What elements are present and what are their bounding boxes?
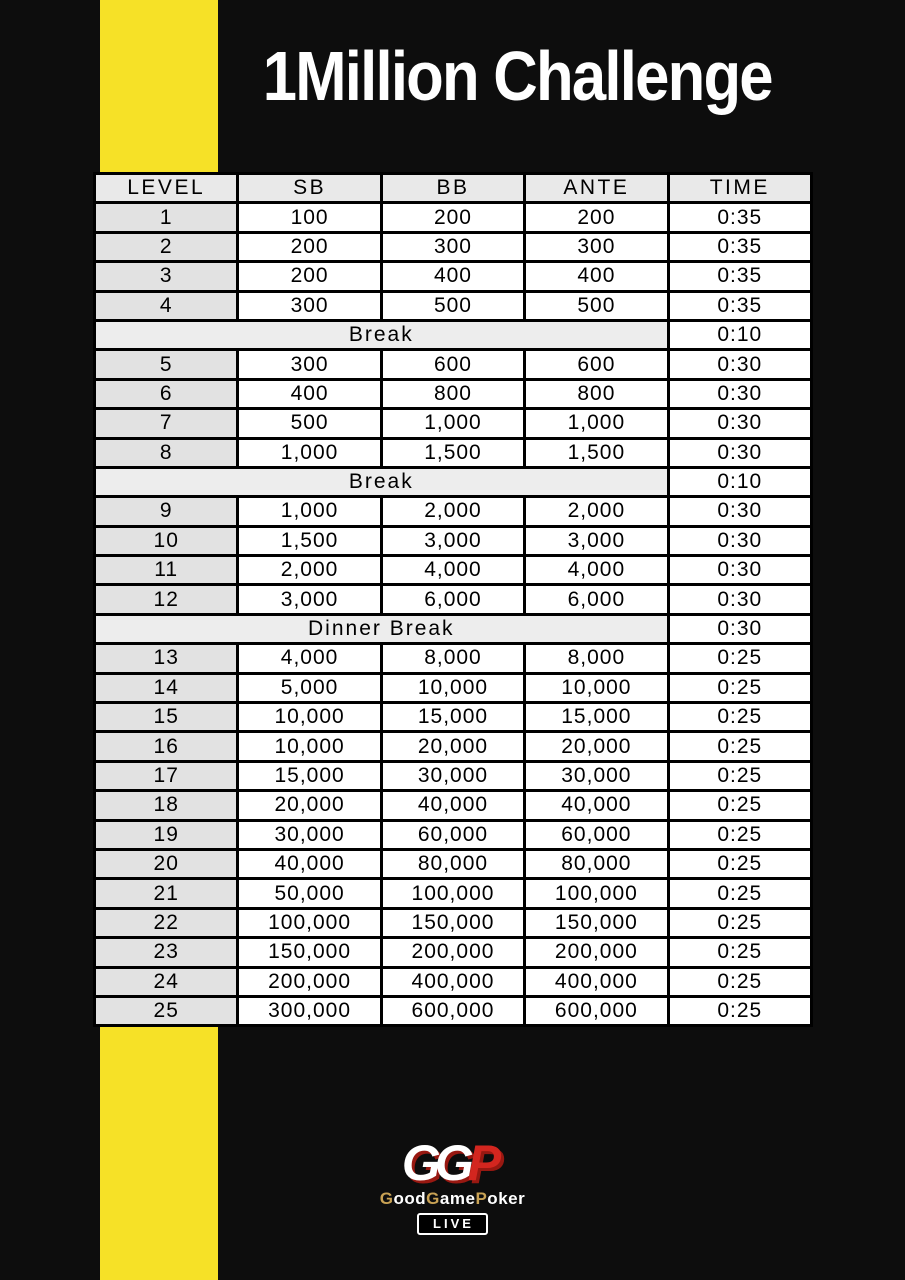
cell-break-label: Break — [95, 467, 669, 496]
cell-ante: 80,000 — [525, 849, 668, 878]
cell-ante: 30,000 — [525, 761, 668, 790]
cell-bb: 300 — [381, 232, 524, 261]
header-time: TIME — [668, 174, 811, 203]
cell-bb: 600,000 — [381, 996, 524, 1025]
cell-bb: 1,500 — [381, 438, 524, 467]
cell-sb: 40,000 — [238, 849, 381, 878]
cell-time: 0:35 — [668, 203, 811, 232]
cell-ante: 200,000 — [525, 938, 668, 967]
cell-time: 0:25 — [668, 996, 811, 1025]
cell-ante: 400 — [525, 262, 668, 291]
cell-bb: 400 — [381, 262, 524, 291]
cell-time: 0:30 — [668, 379, 811, 408]
cell-time: 0:35 — [668, 262, 811, 291]
cell-ante: 500 — [525, 291, 668, 320]
cell-level: 22 — [95, 908, 238, 937]
table-row-level — [95, 556, 812, 585]
table-row-level — [95, 379, 812, 408]
logo-subtitle-char: e — [508, 1189, 519, 1208]
logo-live-badge: LIVE — [417, 1213, 488, 1235]
cell-ante: 600,000 — [525, 996, 668, 1025]
table-row-break — [95, 320, 812, 349]
logo-subtitle-char: a — [439, 1189, 450, 1208]
header-level: LEVEL — [95, 174, 238, 203]
table-row-level — [95, 585, 812, 614]
cell-sb: 10,000 — [238, 732, 381, 761]
cell-level: 23 — [95, 938, 238, 967]
table-row-level — [95, 996, 812, 1025]
header-ante: ANTE — [525, 174, 668, 203]
table-row-level — [95, 409, 812, 438]
cell-sb: 500 — [238, 409, 381, 438]
logo-subtitle-char: r — [518, 1189, 526, 1208]
cell-sb: 30,000 — [238, 820, 381, 849]
cell-time: 0:30 — [668, 585, 811, 614]
table-row-level — [95, 732, 812, 761]
cell-time: 0:30 — [668, 614, 811, 643]
cell-sb: 5,000 — [238, 673, 381, 702]
cell-ante: 300 — [525, 232, 668, 261]
cell-time: 0:25 — [668, 967, 811, 996]
cell-level: 14 — [95, 673, 238, 702]
cell-bb: 4,000 — [381, 556, 524, 585]
cell-ante: 60,000 — [525, 820, 668, 849]
cell-sb: 10,000 — [238, 703, 381, 732]
cell-level: 9 — [95, 497, 238, 526]
cell-level: 17 — [95, 761, 238, 790]
cell-level: 25 — [95, 996, 238, 1025]
cell-time: 0:30 — [668, 409, 811, 438]
logo-subtitle — [0, 1190, 905, 1207]
table-row-break — [95, 467, 812, 496]
cell-bb: 2,000 — [381, 497, 524, 526]
table-row-level — [95, 232, 812, 261]
cell-bb: 40,000 — [381, 791, 524, 820]
cell-ante: 20,000 — [525, 732, 668, 761]
cell-sb: 20,000 — [238, 791, 381, 820]
cell-time: 0:25 — [668, 820, 811, 849]
logo-subtitle-char: o — [487, 1189, 499, 1208]
cell-bb: 60,000 — [381, 820, 524, 849]
cell-bb: 400,000 — [381, 967, 524, 996]
cell-level: 18 — [95, 791, 238, 820]
cell-bb: 3,000 — [381, 526, 524, 555]
cell-level: 19 — [95, 820, 238, 849]
table-row-level — [95, 967, 812, 996]
cell-time: 0:25 — [668, 879, 811, 908]
cell-break-label: Dinner Break — [95, 614, 669, 643]
table-row-level — [95, 526, 812, 555]
cell-sb: 200 — [238, 232, 381, 261]
logo-letter: P — [467, 1135, 496, 1191]
cell-sb: 100 — [238, 203, 381, 232]
cell-sb: 3,000 — [238, 585, 381, 614]
cell-level: 8 — [95, 438, 238, 467]
title-container — [220, 36, 815, 116]
cell-level: 1 — [95, 203, 238, 232]
cell-level: 20 — [95, 849, 238, 878]
cell-ante: 3,000 — [525, 526, 668, 555]
logo-subtitle-char: P — [475, 1189, 488, 1208]
logo-subtitle-char: e — [465, 1189, 476, 1208]
cell-bb: 600 — [381, 350, 524, 379]
logo-letter: G — [401, 1135, 435, 1191]
cell-sb: 15,000 — [238, 761, 381, 790]
cell-sb: 2,000 — [238, 556, 381, 585]
table-row-level — [95, 849, 812, 878]
cell-ante: 4,000 — [525, 556, 668, 585]
cell-ante: 1,500 — [525, 438, 668, 467]
table-row-level — [95, 262, 812, 291]
structure-table-head — [95, 174, 812, 203]
header-sb: SB — [238, 174, 381, 203]
cell-level: 13 — [95, 644, 238, 673]
cell-time: 0:30 — [668, 497, 811, 526]
cell-sb: 400 — [238, 379, 381, 408]
cell-bb: 80,000 — [381, 849, 524, 878]
cell-level: 16 — [95, 732, 238, 761]
cell-time: 0:30 — [668, 350, 811, 379]
cell-sb: 1,000 — [238, 497, 381, 526]
table-row-level — [95, 438, 812, 467]
logo-subtitle-char: d — [415, 1189, 427, 1208]
cell-time: 0:25 — [668, 732, 811, 761]
footer-logo — [0, 1135, 905, 1235]
cell-time: 0:10 — [668, 467, 811, 496]
cell-bb: 500 — [381, 291, 524, 320]
cell-ante: 400,000 — [525, 967, 668, 996]
logo-ggp — [401, 1135, 503, 1191]
cell-level: 6 — [95, 379, 238, 408]
cell-time: 0:25 — [668, 673, 811, 702]
logo-subtitle-char: m — [449, 1189, 466, 1208]
cell-bb: 15,000 — [381, 703, 524, 732]
table-row-break — [95, 614, 812, 643]
cell-level: 24 — [95, 967, 238, 996]
cell-bb: 30,000 — [381, 761, 524, 790]
cell-ante: 150,000 — [525, 908, 668, 937]
cell-ante: 15,000 — [525, 703, 668, 732]
table-row-level — [95, 820, 812, 849]
cell-time: 0:25 — [668, 908, 811, 937]
cell-ante: 2,000 — [525, 497, 668, 526]
table-row-level — [95, 291, 812, 320]
cell-time: 0:30 — [668, 556, 811, 585]
cell-bb: 1,000 — [381, 409, 524, 438]
cell-bb: 150,000 — [381, 908, 524, 937]
cell-ante: 800 — [525, 379, 668, 408]
cell-ante: 40,000 — [525, 791, 668, 820]
cell-time: 0:10 — [668, 320, 811, 349]
cell-ante: 600 — [525, 350, 668, 379]
cell-sb: 1,500 — [238, 526, 381, 555]
cell-sb: 300 — [238, 291, 381, 320]
cell-ante: 200 — [525, 203, 668, 232]
cell-sb: 200,000 — [238, 967, 381, 996]
logo-subtitle-char: k — [498, 1189, 509, 1208]
table-row-level — [95, 644, 812, 673]
cell-time: 0:35 — [668, 232, 811, 261]
cell-ante: 10,000 — [525, 673, 668, 702]
logo-subtitle-char: o — [404, 1189, 416, 1208]
table-row-level — [95, 791, 812, 820]
cell-ante: 6,000 — [525, 585, 668, 614]
table-row-level — [95, 203, 812, 232]
cell-bb: 200,000 — [381, 938, 524, 967]
page-title: 1Million Challenge — [262, 37, 773, 115]
cell-bb: 800 — [381, 379, 524, 408]
blind-structure-table — [93, 172, 813, 1027]
logo-subtitle-char: o — [393, 1189, 405, 1208]
table-row-level — [95, 908, 812, 937]
cell-bb: 200 — [381, 203, 524, 232]
cell-time: 0:35 — [668, 291, 811, 320]
cell-level: 15 — [95, 703, 238, 732]
cell-level: 7 — [95, 409, 238, 438]
cell-sb: 300,000 — [238, 996, 381, 1025]
cell-time: 0:25 — [668, 644, 811, 673]
header-bb: BB — [381, 174, 524, 203]
cell-time: 0:30 — [668, 526, 811, 555]
logo-subtitle-char: G — [426, 1189, 440, 1208]
table-row-level — [95, 673, 812, 702]
cell-sb: 300 — [238, 350, 381, 379]
cell-ante: 8,000 — [525, 644, 668, 673]
cell-bb: 10,000 — [381, 673, 524, 702]
cell-level: 21 — [95, 879, 238, 908]
logo-subtitle-char: G — [379, 1189, 394, 1208]
cell-bb: 100,000 — [381, 879, 524, 908]
table-row-level — [95, 938, 812, 967]
cell-sb: 200 — [238, 262, 381, 291]
cell-level: 2 — [95, 232, 238, 261]
table-row-level — [95, 761, 812, 790]
cell-bb: 8,000 — [381, 644, 524, 673]
cell-bb: 20,000 — [381, 732, 524, 761]
logo-letter: G — [434, 1135, 468, 1191]
table-header-row — [95, 174, 812, 203]
table-row-level — [95, 703, 812, 732]
cell-time: 0:25 — [668, 849, 811, 878]
cell-time: 0:30 — [668, 438, 811, 467]
cell-sb: 150,000 — [238, 938, 381, 967]
cell-time: 0:25 — [668, 761, 811, 790]
cell-ante: 100,000 — [525, 879, 668, 908]
cell-time: 0:25 — [668, 938, 811, 967]
cell-time: 0:25 — [668, 703, 811, 732]
cell-sb: 100,000 — [238, 908, 381, 937]
cell-time: 0:25 — [668, 791, 811, 820]
cell-level: 12 — [95, 585, 238, 614]
cell-bb: 6,000 — [381, 585, 524, 614]
cell-level: 11 — [95, 556, 238, 585]
cell-sb: 4,000 — [238, 644, 381, 673]
table-row-level — [95, 497, 812, 526]
cell-sb: 1,000 — [238, 438, 381, 467]
cell-level: 3 — [95, 262, 238, 291]
cell-level: 4 — [95, 291, 238, 320]
cell-level: 5 — [95, 350, 238, 379]
cell-sb: 50,000 — [238, 879, 381, 908]
cell-ante: 1,000 — [525, 409, 668, 438]
cell-level: 10 — [95, 526, 238, 555]
table-row-level — [95, 879, 812, 908]
table-row-level — [95, 350, 812, 379]
structure-table-body — [95, 203, 812, 1026]
cell-break-label: Break — [95, 320, 669, 349]
